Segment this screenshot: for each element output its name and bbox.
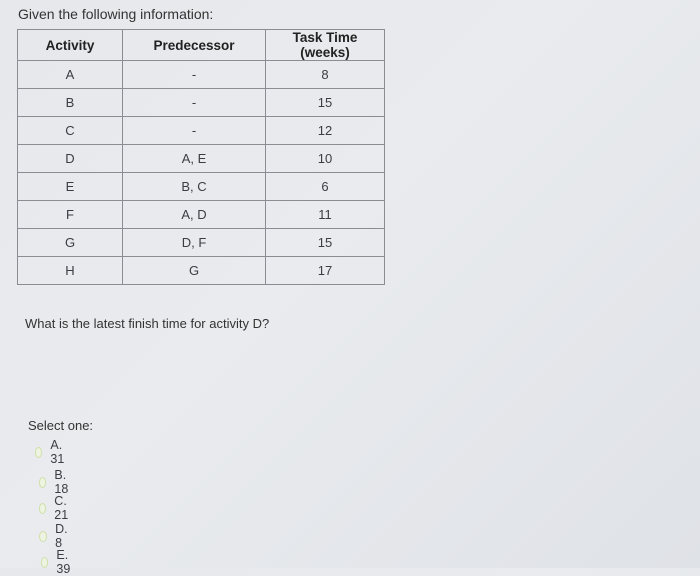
table-row — [18, 89, 385, 117]
radio-button-icon[interactable] — [39, 477, 46, 488]
header-activity: Activity — [18, 30, 123, 61]
table-row — [18, 61, 385, 89]
option-d[interactable] — [39, 522, 71, 550]
cell-activity: C — [18, 117, 123, 145]
cell-predecessor: D, F — [123, 229, 266, 257]
cell-predecessor: - — [123, 117, 266, 145]
table-row — [18, 229, 385, 257]
activity-table — [17, 29, 385, 285]
cell-activity: H — [18, 257, 123, 285]
option-label: B. 18 — [54, 468, 69, 496]
cell-activity: B — [18, 89, 123, 117]
option-a[interactable] — [35, 438, 68, 466]
option-e[interactable] — [41, 548, 74, 576]
cell-activity: G — [18, 229, 123, 257]
cell-predecessor: G — [123, 257, 266, 285]
option-b[interactable] — [39, 468, 72, 496]
header-task-time: Task Time (weeks) — [266, 30, 385, 61]
cell-predecessor: - — [123, 61, 266, 89]
table-header-row — [18, 30, 385, 61]
cell-task-time: 8 — [266, 61, 385, 89]
cell-predecessor: B, C — [123, 173, 266, 201]
table-row — [18, 117, 385, 145]
cell-task-time: 6 — [266, 173, 385, 201]
select-one-label: Select one: — [28, 418, 94, 433]
header-predecessor: Predecessor — [123, 30, 266, 61]
cell-task-time: 15 — [266, 89, 385, 117]
cell-activity: F — [18, 201, 123, 229]
radio-button-icon[interactable] — [39, 503, 46, 514]
option-label: A. 31 — [50, 438, 65, 466]
radio-button-icon[interactable] — [35, 447, 42, 458]
cell-task-time: 11 — [266, 201, 385, 229]
cell-task-time: 10 — [266, 145, 385, 173]
question-text: What is the latest finish time for activity D? — [25, 316, 270, 331]
cell-predecessor: A, D — [123, 201, 266, 229]
table-row — [18, 145, 385, 173]
cell-activity: E — [18, 173, 123, 201]
table-row — [18, 257, 385, 285]
radio-button-icon[interactable] — [41, 557, 48, 568]
cell-task-time: 12 — [266, 117, 385, 145]
table-row — [18, 201, 385, 229]
table-row — [18, 173, 385, 201]
radio-button-icon[interactable] — [39, 531, 47, 542]
option-label: D. 8 — [55, 522, 68, 550]
intro-text: Given the following information: — [18, 6, 214, 22]
cell-activity: D — [18, 145, 123, 173]
option-label: E. 39 — [56, 548, 71, 576]
option-c[interactable] — [39, 494, 72, 522]
cell-predecessor: A, E — [123, 145, 266, 173]
cell-task-time: 17 — [266, 257, 385, 285]
cell-predecessor: - — [123, 89, 266, 117]
cell-task-time: 15 — [266, 229, 385, 257]
option-label: C. 21 — [54, 494, 69, 522]
cell-activity: A — [18, 61, 123, 89]
